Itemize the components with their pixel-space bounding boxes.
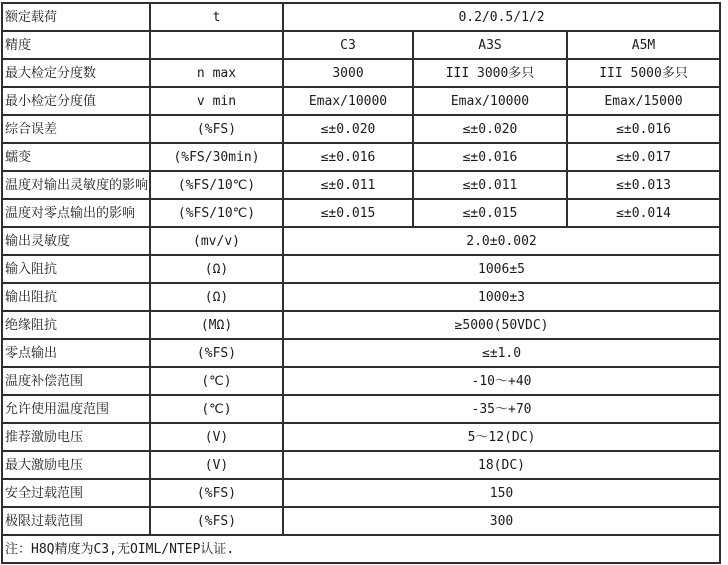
spec-value-cell: 18(DC) [283, 451, 720, 479]
spec-unit-cell: (V) [150, 451, 283, 479]
table-note-row [2, 535, 720, 563]
spec-value-cell: ≥5000(50VDC) [283, 311, 720, 339]
table-row [2, 115, 720, 143]
table-row [2, 31, 720, 59]
spec-value-cell: ≤±0.020 [283, 115, 413, 143]
spec-value-cell: -35～+70 [283, 395, 720, 423]
load-cell-spec-table [1, 2, 721, 564]
table-row [2, 3, 720, 31]
spec-label-cell: 温度对输出灵敏度的影响 [2, 171, 150, 199]
table-row [2, 199, 720, 227]
table-row [2, 87, 720, 115]
spec-label-cell: 输出灵敏度 [2, 227, 150, 255]
spec-unit-cell: (℃) [150, 367, 283, 395]
spec-value-cell: ≤±0.011 [413, 171, 567, 199]
spec-unit-cell: (%FS) [150, 115, 283, 143]
spec-value-cell: III 3000多只 [413, 59, 567, 87]
spec-value-cell: C3 [283, 31, 413, 59]
spec-label-cell: 允许使用温度范围 [2, 395, 150, 423]
spec-value-cell: 5～12(DC) [283, 423, 720, 451]
table-row [2, 311, 720, 339]
spec-label-cell: 额定载荷 [2, 3, 150, 31]
table-row [2, 171, 720, 199]
spec-unit-cell: (%FS) [150, 479, 283, 507]
note-cell: 注：H8Q精度为C3,无OIML/NTEP认证. [2, 535, 720, 563]
spec-table-body [2, 3, 720, 563]
spec-value-cell: ≤±0.016 [413, 143, 567, 171]
spec-value-cell: -10～+40 [283, 367, 720, 395]
spec-label-cell: 精度 [2, 31, 150, 59]
spec-value-cell: 1000±3 [283, 283, 720, 311]
spec-value-cell: ≤±0.020 [413, 115, 567, 143]
spec-label-cell: 最小检定分度值 [2, 87, 150, 115]
spec-value-cell: ≤±0.015 [413, 199, 567, 227]
spec-unit-cell: (%FS) [150, 339, 283, 367]
table-row [2, 143, 720, 171]
spec-value-cell: ≤±0.015 [283, 199, 413, 227]
spec-label-cell: 综合误差 [2, 115, 150, 143]
spec-label-cell: 最大激励电压 [2, 451, 150, 479]
spec-unit-cell: (V) [150, 423, 283, 451]
spec-label-cell: 安全过载范围 [2, 479, 150, 507]
spec-value-cell: ≤±0.011 [283, 171, 413, 199]
spec-value-cell: A5M [567, 31, 720, 59]
spec-unit-cell [150, 31, 283, 59]
spec-value-cell: 2.0±0.002 [283, 227, 720, 255]
spec-unit-cell: (%FS/10℃) [150, 171, 283, 199]
spec-value-cell: 300 [283, 507, 720, 535]
spec-value-cell: 3000 [283, 59, 413, 87]
table-row [2, 479, 720, 507]
spec-value-cell: 1006±5 [283, 255, 720, 283]
spec-label-cell: 温度对零点输出的影响 [2, 199, 150, 227]
table-row [2, 367, 720, 395]
spec-unit-cell: (%FS) [150, 507, 283, 535]
table-row [2, 423, 720, 451]
spec-value-cell: III 5000多只 [567, 59, 720, 87]
spec-unit-cell: (Ω) [150, 283, 283, 311]
spec-value-cell: Emax/15000 [567, 87, 720, 115]
spec-unit-cell: (%FS/30min) [150, 143, 283, 171]
spec-value-cell: A3S [413, 31, 567, 59]
spec-label-cell: 绝缘阻抗 [2, 311, 150, 339]
spec-value-cell: ≤±0.014 [567, 199, 720, 227]
spec-unit-cell: (mv/v) [150, 227, 283, 255]
spec-value-cell: ≤±0.017 [567, 143, 720, 171]
spec-label-cell: 极限过载范围 [2, 507, 150, 535]
table-row [2, 227, 720, 255]
spec-unit-cell: (Ω) [150, 255, 283, 283]
spec-value-cell: Emax/10000 [283, 87, 413, 115]
spec-value-cell: Emax/10000 [413, 87, 567, 115]
table-row [2, 255, 720, 283]
spec-unit-cell: (%FS/10℃) [150, 199, 283, 227]
spec-value-cell: 150 [283, 479, 720, 507]
spec-label-cell: 蠕变 [2, 143, 150, 171]
spec-label-cell: 最大检定分度数 [2, 59, 150, 87]
spec-label-cell: 推荐激励电压 [2, 423, 150, 451]
spec-value-cell: 0.2/0.5/1/2 [283, 3, 720, 31]
table-row [2, 507, 720, 535]
spec-label-cell: 输入阻抗 [2, 255, 150, 283]
spec-unit-cell: (MΩ) [150, 311, 283, 339]
spec-unit-cell: n max [150, 59, 283, 87]
spec-value-cell: ≤±0.016 [567, 115, 720, 143]
spec-unit-cell: t [150, 3, 283, 31]
table-row [2, 451, 720, 479]
spec-value-cell: ≤±0.016 [283, 143, 413, 171]
spec-value-cell: ≤±0.013 [567, 171, 720, 199]
spec-label-cell: 输出阻抗 [2, 283, 150, 311]
spec-label-cell: 零点输出 [2, 339, 150, 367]
table-row [2, 59, 720, 87]
spec-label-cell: 温度补偿范围 [2, 367, 150, 395]
table-row [2, 395, 720, 423]
spec-unit-cell: v min [150, 87, 283, 115]
table-row [2, 339, 720, 367]
spec-value-cell: ≤±1.0 [283, 339, 720, 367]
table-row [2, 283, 720, 311]
spec-unit-cell: (℃) [150, 395, 283, 423]
